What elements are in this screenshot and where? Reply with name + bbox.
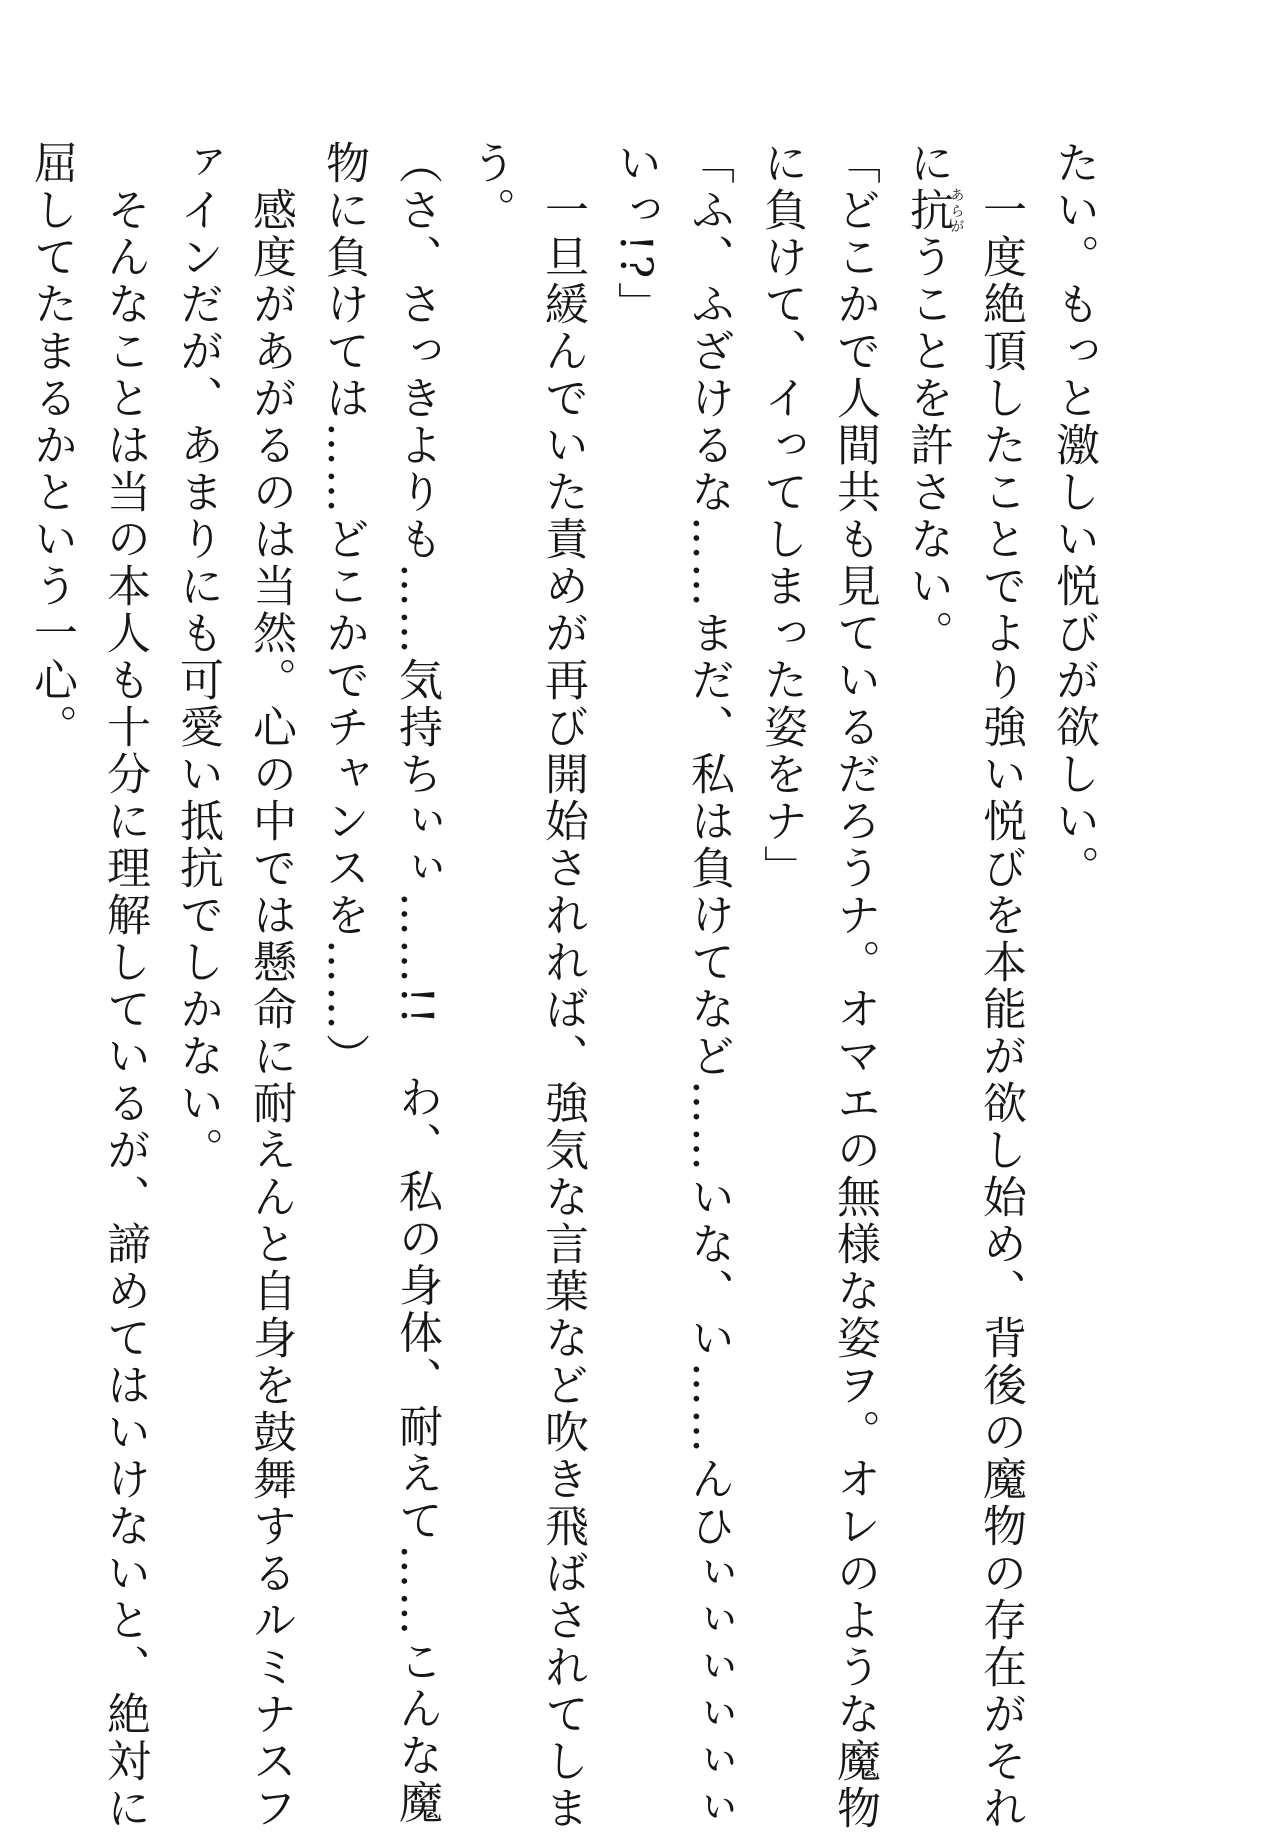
ruby-base: 抗 xyxy=(902,187,953,234)
text-line: 一旦緩んでいた責めが再び開始されれば、強気な言葉など吹き飛ばされてしま xyxy=(537,140,588,1832)
text-line: そんなことは当の本人も十分に理解しているが、諦めてはいけないと、絶対に xyxy=(99,140,150,1832)
ruby-reading: あらが xyxy=(948,187,965,234)
text-line: 物に負けては……どこかでチャンスを……） xyxy=(318,140,369,1080)
text-line: 「どこかで人間共も見ているだろうナ。オマエの無様な姿ヲ。オレのような魔物 xyxy=(829,140,880,1832)
text-line: 屈してたまるかという一心。 xyxy=(26,140,77,751)
text-fragment: うことを許さない。 xyxy=(902,234,953,657)
text-line: 感度があがるのは当然。心の中では懸命に耐えんと自身を鼓舞するルミナスフ xyxy=(245,140,296,1832)
vertical-text-body xyxy=(15,140,1110,1832)
text-line: う。 xyxy=(464,140,515,234)
text-line: 一度絶頂したことでより強い悦びを本能が欲し始め、背後の魔物の存在がそれ xyxy=(975,140,1026,1832)
text-fragment: に xyxy=(902,140,953,187)
text-line: ァインだが、あまりにも可愛い抵抗でしかない。 xyxy=(172,140,223,1174)
text-line: たい。もっと激しい悦びが欲しい。 xyxy=(1048,140,1099,892)
text-line: （さ、さっきよりも……気持ちぃぃ……!! わ、私の身体、耐えて……こんな魔 xyxy=(391,140,442,1827)
text-line: に負けて、イってしまった姿をナ」 xyxy=(756,140,807,892)
text-line: いっ!?」 xyxy=(610,140,661,329)
ruby-annotation xyxy=(902,187,965,234)
text-line-with-ruby xyxy=(891,140,964,1700)
text-line: 「ふ、ふざけるな……まだ、私は負けてなど……いな、い……んひぃぃぃぃぃぃ xyxy=(683,140,734,1832)
